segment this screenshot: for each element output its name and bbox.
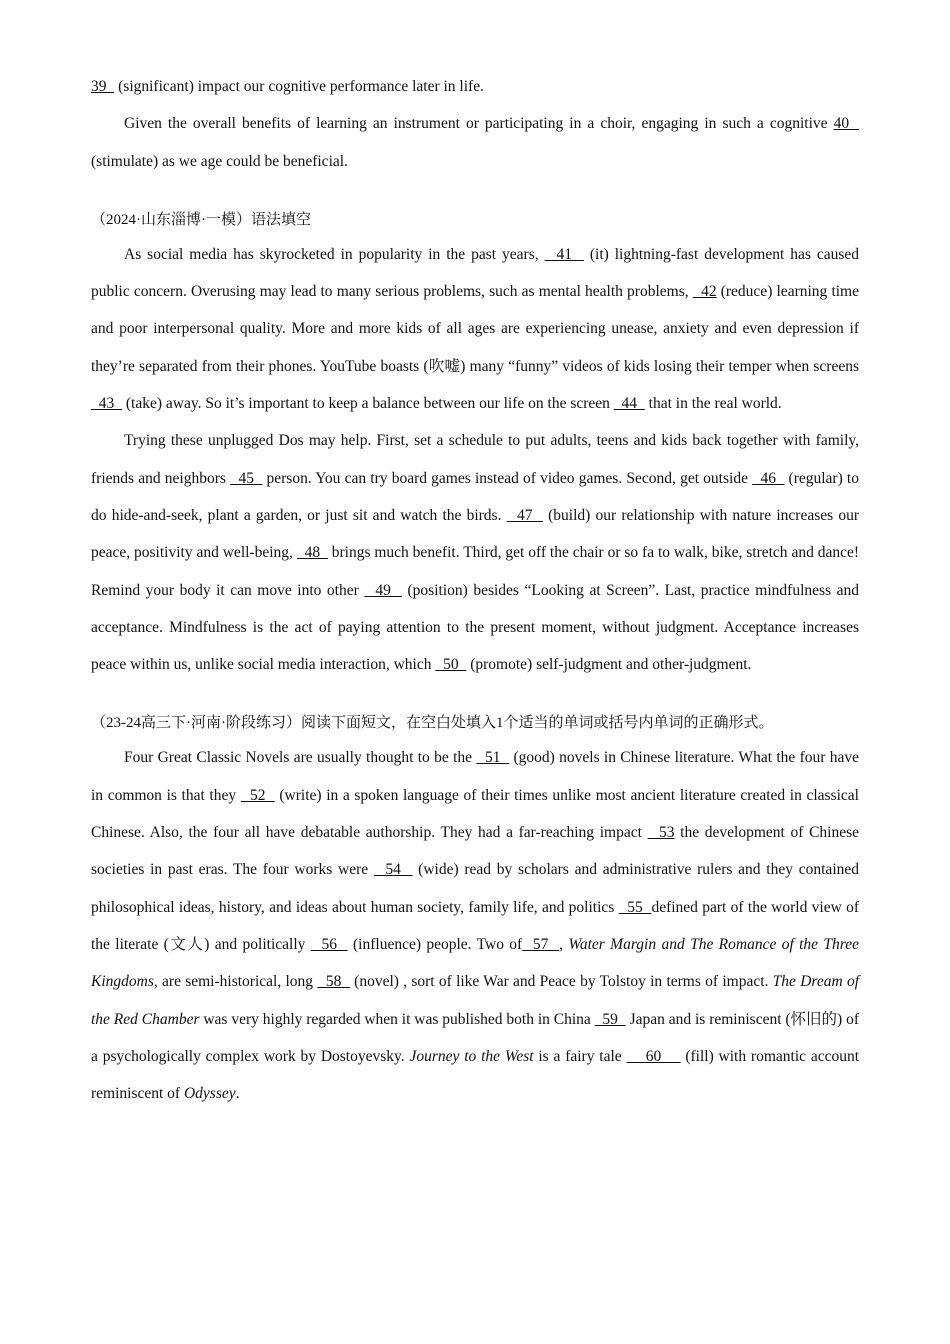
text: Japan and is reminiscent (怀旧的) of a psychologically complex work by Dostoyevsky. [91, 1010, 859, 1065]
text: (it) lightning-fast development has caused public concern. Overusing may lead to many serious problems, such as mental health problems, [91, 245, 860, 301]
blank-44: 44 [613, 395, 645, 413]
paragraph [91, 422, 859, 683]
blank-48: 48 [296, 544, 328, 562]
blank-52: 52 [240, 786, 275, 804]
section-heading: （23-24高三下·河南·阶段练习）阅读下面短文，在空白处填入1个适当的单词或括号内单词的正确形式。 [91, 715, 774, 732]
text: the development of Chinese societies in past eras. The four works were [91, 824, 860, 879]
text: (write) in a spoken language of their times unlike most ancient literature created in classical Chinese. Also, the four all have debatable authorship. They had a far-reaching impact [91, 786, 859, 842]
blank-45: 45 [230, 469, 263, 487]
text: person. You can try board games instead of video games. Second, get outside [262, 469, 753, 487]
text: (influence) people. Two of [347, 935, 523, 953]
text: (position) besides “Looking at Screen”. Last, practice mindfulness and acceptance. Mindfulness is the act of paying attention to the present moment, without judgment. Acceptance increases peace within us, unlike social media interaction, which [91, 581, 860, 674]
blank-49: 49 [364, 581, 402, 599]
paragraph [91, 236, 859, 422]
text: . [235, 1085, 240, 1103]
text: (fill) with romantic account reminiscent of [91, 1047, 860, 1103]
blank-39: 39 [91, 78, 115, 95]
italic-title: The Dream of the Red Chamber [91, 973, 859, 1028]
text: (promote) self-judgment and other-judgment. [466, 656, 752, 674]
text: (reduce) learning time and poor interpersonal quality. More and more kids of all ages are experiencing unease, anxiety and even depression if they’re separated from their phones. YouTube boasts (吹嘘) many “funny” videos of kids losing their temper when screens [91, 283, 859, 375]
blank-53: 53 [647, 824, 675, 842]
text: (take) away. So it’s important to keep a balance between our life on the screen [122, 395, 614, 413]
text: (novel) , sort of like War and Peace by Tolstoy in terms of impact. [349, 973, 773, 991]
blank-60: 60 [626, 1047, 681, 1065]
blank-56: 56 [310, 935, 348, 953]
paragraph [91, 105, 859, 180]
blank-54: 54 [373, 861, 413, 879]
text: (wide) read by scholars and administrative rulers and they contained philosophical ideas, history, and ideas about human society, family life, and politics [91, 861, 860, 916]
text: (good) novels in Chinese literature. What the four have in common is that they [91, 749, 859, 804]
blank-58: 58 [317, 973, 350, 991]
text: (significant) impact our cognitive performance later in life. [114, 78, 484, 95]
text: As social media has skyrocketed in popularity in the past years, [124, 245, 545, 263]
blank-51: 51 [476, 749, 510, 767]
blank-57: 57 [522, 935, 560, 953]
blank-43: 43 [91, 395, 122, 413]
text: , are semi-historical, long [153, 973, 318, 991]
italic-title: Water Margin and The Romance of the Three Kingdoms [91, 935, 859, 991]
text: was very highly regarded when it was published both in China [199, 1010, 595, 1028]
document-page [91, 68, 859, 1112]
blank-40: 40 [833, 115, 860, 133]
blank-41: 41 [544, 245, 584, 263]
blank-47: 47 [506, 506, 543, 524]
text: , [559, 935, 569, 953]
italic-title: Odyssey [183, 1085, 236, 1103]
text: (build) our relationship with nature increases our peace, positivity and well-being, [91, 506, 860, 562]
paragraph [91, 68, 859, 105]
text: that in the real world. [644, 395, 782, 413]
text: Four Great Classic Novels are usually thought to be the [124, 749, 477, 767]
section-heading: （2024·山东淄博·一模）语法填空 [91, 211, 311, 228]
blank-42: 42 [692, 283, 717, 301]
text: Given the overall benefits of learning an instrument or participating in a choir, engaging in such a cognitive [124, 115, 834, 133]
italic-title: Journey to the West [409, 1047, 534, 1065]
text: Trying these unplugged Dos may help. First, set a schedule to put adults, teens and kids back together with family, friends and neighbors [91, 432, 859, 487]
text: brings much benefit. Third, get off the chair or so fa to walk, bike, stretch and dance! Remind your body it can move into other [91, 544, 860, 599]
blank-46: 46 [752, 469, 785, 487]
blank-55: 55 [618, 898, 652, 916]
blank-59: 59 [594, 1010, 626, 1028]
paragraph [91, 739, 859, 1112]
text: (stimulate) as we age could be beneficial. [91, 152, 348, 170]
blank-50: 50 [435, 656, 467, 674]
text: is a fairy tale [533, 1047, 627, 1065]
text: (regular) to do hide-and-seek, plant a garden, or just sit and watch the birds. [91, 469, 859, 524]
text: defined part of the world view of the literate (文人) and politically [91, 898, 860, 953]
